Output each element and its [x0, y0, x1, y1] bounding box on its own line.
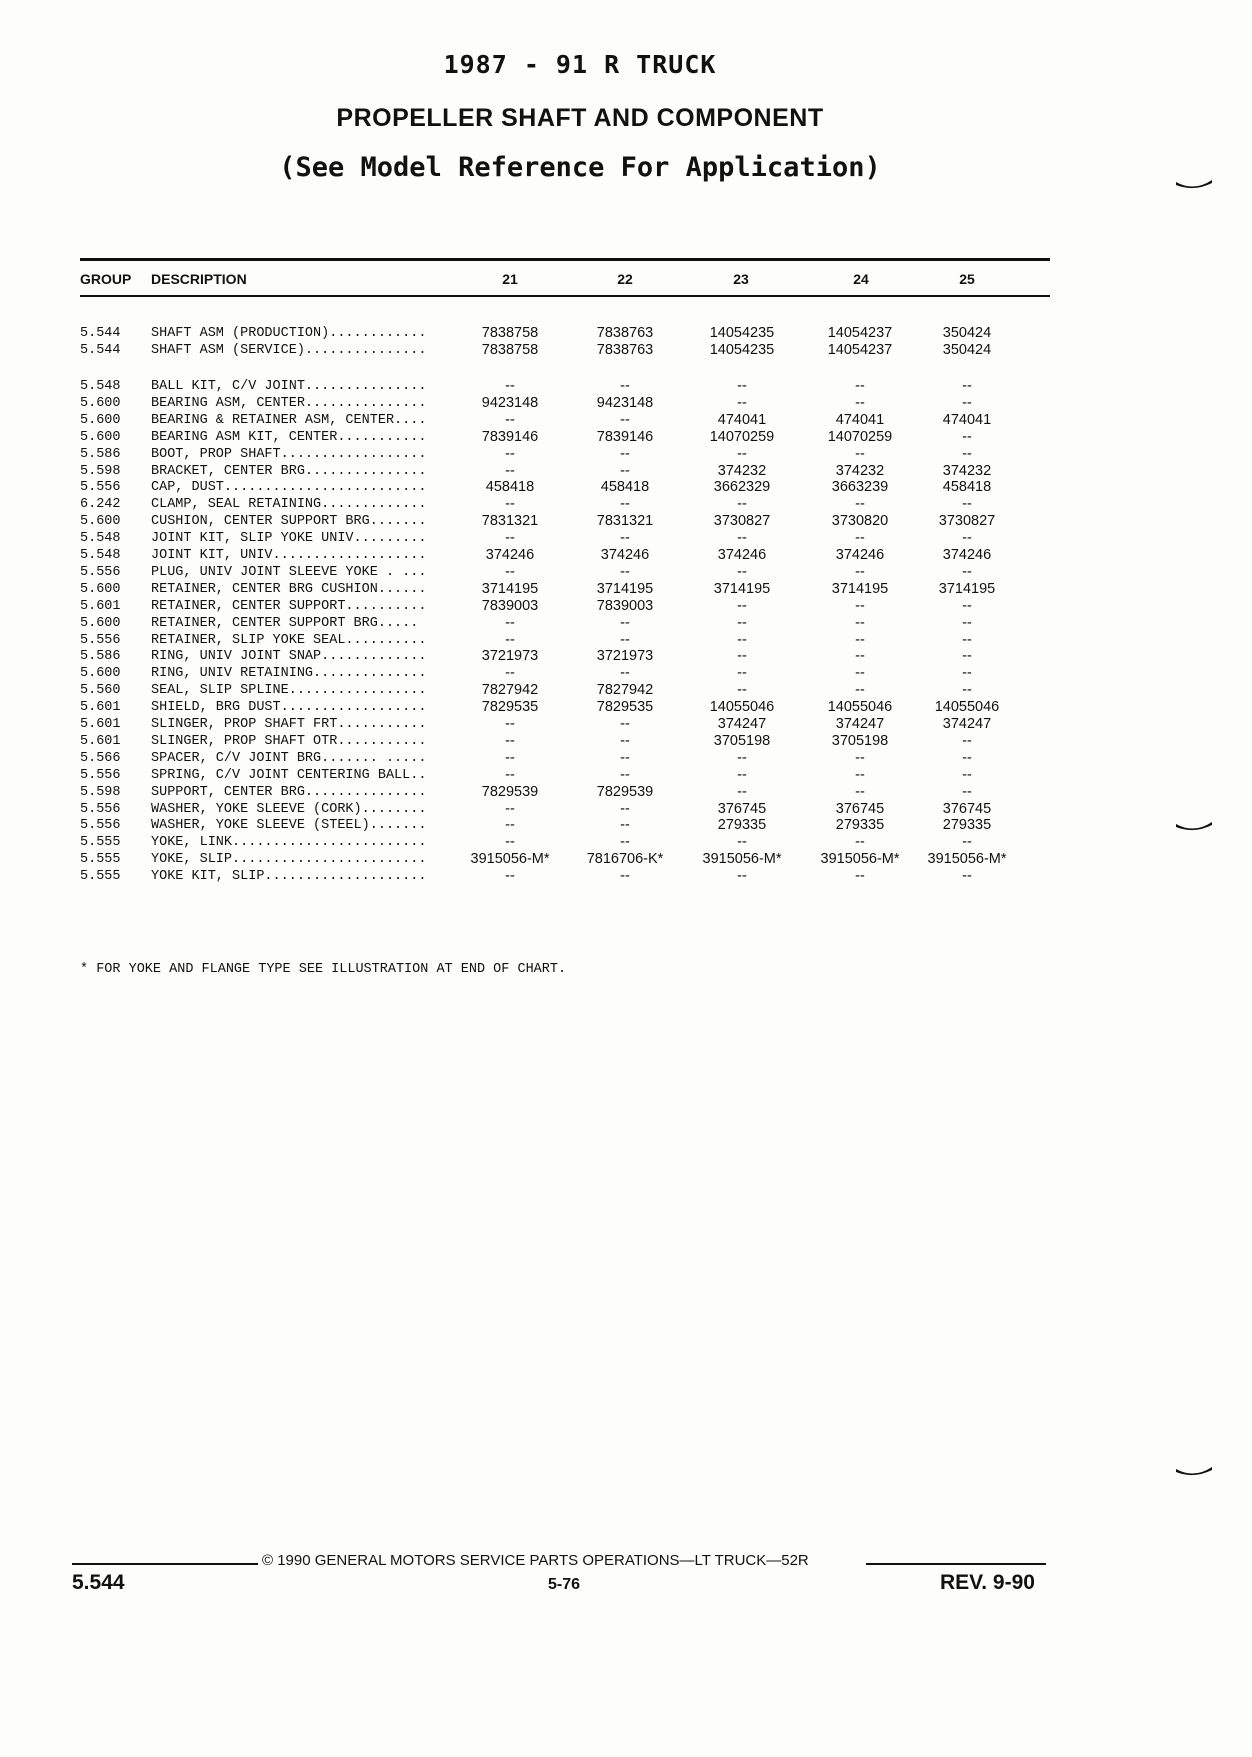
group-number: 5.544: [80, 343, 121, 358]
group-number: 5.600: [80, 666, 121, 682]
part-number-col-21: --: [505, 834, 515, 851]
group-number: 5.601: [80, 598, 121, 614]
part-number-col-25: --: [962, 682, 972, 699]
part-number-col-21: 374246: [485, 547, 535, 563]
group-number: 5.600: [80, 429, 121, 445]
part-number-col-21: 7839146: [481, 428, 539, 445]
part-number-col-23: 374247: [717, 716, 767, 732]
part-number-col-25: 350424: [942, 342, 992, 358]
group-number: 5.556: [80, 767, 121, 783]
part-number-col-21: --: [505, 445, 515, 462]
part-description: WASHER, YOKE SLEEVE (CORK)........: [151, 801, 427, 817]
part-number-col-23: --: [737, 563, 747, 580]
part-number-col-24: --: [855, 530, 865, 547]
part-description: RETAINER, CENTER SUPPORT BRG.....: [151, 615, 419, 631]
part-number-col-22: --: [620, 868, 630, 885]
part-number-col-23: --: [737, 496, 747, 513]
part-number-col-25: --: [962, 766, 972, 783]
part-number-col-24: 3714195: [831, 580, 889, 597]
part-description: YOKE, SLIP........................: [151, 852, 427, 868]
part-number-col-23: --: [737, 665, 747, 682]
page-number: 5-76: [548, 1576, 581, 1593]
table-row: [0, 598, 1252, 615]
part-description: SLINGER, PROP SHAFT FRT...........: [151, 717, 427, 732]
part-description: RETAINER, CENTER BRG CUSHION......: [151, 581, 427, 597]
part-number-col-21: --: [505, 631, 515, 648]
part-number-col-21: 9423148: [481, 394, 539, 411]
part-number-col-22: --: [620, 462, 630, 479]
part-description: SUPPORT, CENTER BRG...............: [151, 784, 427, 800]
part-number-col-22: --: [620, 411, 630, 428]
revision-date: REV. 9-90: [940, 1571, 1035, 1594]
group-number: 5.556: [80, 801, 121, 817]
group-number: 5.600: [80, 514, 121, 530]
table-row: [0, 665, 1252, 682]
part-number-col-23: 3915056-M*: [702, 851, 782, 868]
part-description: RETAINER, CENTER SUPPORT..........: [151, 598, 427, 614]
part-number-col-21: --: [505, 749, 515, 766]
part-number-col-22: 7838763: [596, 342, 654, 358]
group-number: 5.586: [80, 446, 121, 462]
part-description: YOKE KIT, SLIP....................: [151, 869, 427, 885]
part-number-col-25: 3714195: [938, 580, 996, 597]
part-description: BRACKET, CENTER BRG...............: [151, 463, 427, 479]
part-number-col-24: 374232: [835, 462, 885, 479]
group-number: 5.548: [80, 531, 121, 547]
header-description: DESCRIPTION: [151, 271, 247, 287]
part-number-col-23: 3730827: [713, 513, 771, 530]
group-number: 5.556: [80, 480, 121, 496]
part-number-col-25: --: [962, 732, 972, 749]
table-row: [0, 784, 1252, 801]
footer-group-number: 5.544: [72, 1571, 125, 1594]
part-number-col-25: --: [962, 631, 972, 648]
part-description: SLINGER, PROP SHAFT OTR...........: [151, 733, 427, 749]
part-description: SHIELD, BRG DUST..................: [151, 700, 427, 716]
table-row: [0, 733, 1252, 750]
copyright-notice: © 1990 GENERAL MOTORS SERVICE PARTS OPERATIONS—LT TRUCK—52R: [262, 1552, 809, 1569]
group-number: 5.556: [80, 632, 121, 648]
part-description: SHAFT ASM (SERVICE)...............: [151, 343, 427, 358]
header-col-21: 21: [502, 271, 518, 287]
header-col-23: 23: [733, 271, 749, 287]
part-number-col-25: --: [962, 868, 972, 885]
page-subtitle: PROPELLER SHAFT AND COMPONENT: [336, 104, 824, 132]
group-number: 5.601: [80, 700, 121, 716]
part-number-col-23: 3705198: [713, 732, 771, 749]
part-number-col-25: 458418: [942, 479, 992, 496]
part-description: WASHER, YOKE SLEEVE (STEEL).......: [151, 818, 427, 834]
part-number-col-22: --: [620, 530, 630, 547]
part-number-col-21: 7838758: [481, 325, 539, 341]
binder-tab-mark: [1176, 1467, 1212, 1477]
part-number-col-24: --: [855, 631, 865, 648]
group-number: 5.555: [80, 852, 121, 868]
table-row: [0, 496, 1252, 513]
part-number-col-22: --: [620, 800, 630, 817]
part-number-col-22: --: [620, 665, 630, 682]
part-number-col-22: 7831321: [596, 513, 654, 530]
part-number-col-24: --: [855, 378, 865, 394]
part-number-col-21: 7838758: [481, 342, 539, 358]
part-description: CLAMP, SEAL RETAINING.............: [151, 497, 427, 513]
part-number-col-24: 374247: [835, 716, 885, 732]
part-number-col-21: 3714195: [481, 580, 539, 597]
part-number-col-24: --: [855, 868, 865, 885]
part-number-col-22: 7829535: [596, 699, 654, 716]
part-number-col-23: 14054235: [709, 342, 775, 358]
group-number: 5.544: [80, 326, 121, 341]
part-number-col-23: 3714195: [713, 580, 771, 597]
group-number: 5.600: [80, 395, 121, 411]
header-group: GROUP: [80, 271, 132, 287]
table-row: [0, 530, 1252, 547]
part-number-col-25: 374232: [942, 462, 992, 479]
part-description: BEARING & RETAINER ASM, CENTER....: [151, 412, 427, 428]
group-number: 5.600: [80, 412, 121, 428]
part-number-col-25: --: [962, 445, 972, 462]
part-description: BEARING ASM KIT, CENTER...........: [151, 429, 427, 445]
part-number-col-22: --: [620, 445, 630, 462]
part-number-col-23: --: [737, 378, 747, 394]
binder-tab-mark: [1176, 180, 1212, 190]
part-description: JOINT KIT, SLIP YOKE UNIV.........: [151, 531, 427, 547]
part-number-col-22: 9423148: [596, 394, 654, 411]
table-row: [0, 429, 1252, 446]
part-number-col-25: 374246: [942, 547, 992, 563]
table-row: [0, 412, 1252, 429]
part-description: CUSHION, CENTER SUPPORT BRG.......: [151, 514, 427, 530]
part-number-col-21: 3915056-M*: [470, 851, 550, 868]
part-number-col-22: --: [620, 631, 630, 648]
part-number-col-24: --: [855, 682, 865, 699]
table-row: [0, 446, 1252, 463]
group-number: 5.586: [80, 649, 121, 665]
part-number-col-24: --: [855, 614, 865, 631]
part-number-col-25: 3915056-M*: [927, 851, 1007, 868]
part-number-col-22: --: [620, 732, 630, 749]
part-number-col-21: --: [505, 665, 515, 682]
part-number-col-21: 458418: [485, 479, 535, 496]
group-number: 5.560: [80, 683, 121, 699]
part-number-col-23: 374232: [717, 462, 767, 479]
part-number-col-23: --: [737, 749, 747, 766]
part-description: PLUG, UNIV JOINT SLEEVE YOKE . ...: [151, 564, 427, 580]
part-number-col-25: 14055046: [934, 699, 1000, 716]
part-description: SPACER, C/V JOINT BRG....... .....: [151, 750, 427, 766]
table-row: [0, 801, 1252, 818]
part-number-col-23: --: [737, 394, 747, 411]
part-number-col-23: --: [737, 682, 747, 699]
part-number-col-24: --: [855, 766, 865, 783]
group-number: 5.555: [80, 869, 121, 885]
part-number-col-24: --: [855, 834, 865, 851]
part-number-col-25: --: [962, 783, 972, 800]
part-number-col-24: 279335: [835, 817, 885, 834]
table-row: [0, 395, 1252, 412]
part-number-col-22: --: [620, 496, 630, 513]
table-row: [0, 868, 1252, 885]
part-number-col-23: --: [737, 783, 747, 800]
table-row: [0, 750, 1252, 767]
part-number-col-22: --: [620, 614, 630, 631]
group-number: 5.556: [80, 818, 121, 834]
part-number-col-25: 474041: [942, 411, 992, 428]
part-number-col-23: --: [737, 530, 747, 547]
part-number-col-23: 3662329: [713, 479, 771, 496]
part-number-col-25: --: [962, 648, 972, 665]
part-number-col-23: 374246: [717, 547, 767, 563]
footer-rule-left: [72, 1563, 258, 1565]
header-col-24: 24: [853, 271, 869, 287]
table-row: [0, 648, 1252, 665]
part-description: BALL KIT, C/V JOINT...............: [151, 379, 427, 394]
table-row: [0, 834, 1252, 851]
part-description: RETAINER, SLIP YOKE SEAL..........: [151, 632, 427, 648]
footer-rule-right: [866, 1563, 1046, 1565]
part-number-col-24: 14055046: [827, 699, 893, 716]
part-number-col-22: --: [620, 766, 630, 783]
part-number-col-25: --: [962, 378, 972, 394]
part-number-col-25: --: [962, 496, 972, 513]
part-number-col-24: --: [855, 749, 865, 766]
part-number-col-25: 374247: [942, 716, 992, 732]
header-col-25: 25: [959, 271, 975, 287]
table-row: [0, 682, 1252, 699]
part-number-col-22: 7816706-K*: [586, 851, 664, 868]
table-header-rule: [80, 295, 1050, 297]
part-number-col-24: 374246: [835, 547, 885, 563]
part-number-col-23: --: [737, 597, 747, 614]
part-number-col-25: 376745: [942, 800, 992, 817]
group-number: 5.601: [80, 717, 121, 732]
part-number-col-24: --: [855, 563, 865, 580]
part-number-col-21: --: [505, 868, 515, 885]
part-number-col-25: --: [962, 665, 972, 682]
part-number-col-22: 7838763: [596, 325, 654, 341]
part-number-col-24: --: [855, 496, 865, 513]
part-description: RING, UNIV JOINT SNAP.............: [151, 649, 427, 665]
part-number-col-22: 458418: [600, 479, 650, 496]
table-row: [0, 564, 1252, 581]
header-col-22: 22: [617, 271, 633, 287]
part-number-col-21: --: [505, 817, 515, 834]
part-number-col-22: --: [620, 834, 630, 851]
part-number-col-21: --: [505, 732, 515, 749]
part-number-col-24: 474041: [835, 411, 885, 428]
part-number-col-25: --: [962, 563, 972, 580]
part-number-col-21: --: [505, 378, 515, 394]
table-row: [0, 632, 1252, 649]
table-row: [0, 325, 1252, 342]
part-number-col-23: --: [737, 766, 747, 783]
table-row: [0, 513, 1252, 530]
part-number-col-22: 7839146: [596, 428, 654, 445]
part-number-col-21: 3721973: [481, 648, 539, 665]
application-note: (See Model Reference For Application): [279, 152, 881, 183]
table-row: [0, 817, 1252, 834]
part-number-col-24: 14070259: [827, 428, 893, 445]
table-row: [0, 716, 1252, 733]
part-number-col-24: 14054237: [827, 325, 893, 341]
part-number-col-21: 7829539: [481, 783, 539, 800]
part-number-col-22: --: [620, 378, 630, 394]
part-number-col-23: 14055046: [709, 699, 775, 716]
part-number-col-22: --: [620, 749, 630, 766]
part-number-col-23: 376745: [717, 800, 767, 817]
part-number-col-25: --: [962, 834, 972, 851]
part-number-col-21: --: [505, 496, 515, 513]
part-number-col-24: --: [855, 783, 865, 800]
group-number: 5.600: [80, 581, 121, 597]
part-number-col-22: 3721973: [596, 648, 654, 665]
part-number-col-24: 14054237: [827, 342, 893, 358]
part-number-col-23: 14070259: [709, 428, 775, 445]
part-description: JOINT KIT, UNIV...................: [151, 548, 427, 563]
part-number-col-22: --: [620, 563, 630, 580]
part-number-col-24: 376745: [835, 800, 885, 817]
part-number-col-24: 3915056-M*: [820, 851, 900, 868]
part-number-col-23: --: [737, 631, 747, 648]
part-number-col-21: 7829535: [481, 699, 539, 716]
part-number-col-21: --: [505, 716, 515, 732]
part-description: BOOT, PROP SHAFT..................: [151, 446, 427, 462]
group-number: 5.566: [80, 750, 121, 766]
table-row: [0, 342, 1252, 359]
table-row: [0, 699, 1252, 716]
binder-tab-mark: [1176, 822, 1212, 832]
part-number-col-24: 3705198: [831, 732, 889, 749]
part-number-col-23: --: [737, 868, 747, 885]
part-number-col-24: --: [855, 648, 865, 665]
part-number-col-21: --: [505, 766, 515, 783]
part-description: CAP, DUST.........................: [151, 480, 427, 496]
part-description: YOKE, LINK........................: [151, 835, 427, 851]
group-number: 5.598: [80, 463, 121, 479]
group-number: 5.548: [80, 379, 121, 394]
group-number: 5.555: [80, 835, 121, 851]
part-number-col-21: 7831321: [481, 513, 539, 530]
page-title: 1987 - 91 R TRUCK: [443, 50, 717, 79]
footnote: * FOR YOKE AND FLANGE TYPE SEE ILLUSTRATION AT END OF CHART.: [80, 962, 567, 977]
part-description: RING, UNIV RETAINING..............: [151, 666, 427, 682]
part-number-col-24: 3730820: [831, 513, 889, 530]
table-top-rule: [80, 258, 1050, 261]
table-row: [0, 851, 1252, 868]
part-description: SHAFT ASM (PRODUCTION)............: [151, 326, 427, 341]
part-number-col-22: 374246: [600, 547, 650, 563]
table-row: [0, 581, 1252, 598]
part-number-col-21: --: [505, 563, 515, 580]
part-number-col-23: --: [737, 648, 747, 665]
part-number-col-24: --: [855, 665, 865, 682]
part-description: SPRING, C/V JOINT CENTERING BALL..: [151, 767, 427, 783]
table-row: [0, 463, 1252, 480]
part-number-col-25: --: [962, 428, 972, 445]
group-number: 5.601: [80, 733, 121, 749]
part-number-col-21: 7827942: [481, 682, 539, 699]
part-number-col-22: --: [620, 716, 630, 732]
part-number-col-22: 3714195: [596, 580, 654, 597]
group-number: 5.600: [80, 615, 121, 631]
table-row: [0, 547, 1252, 564]
part-number-col-22: --: [620, 817, 630, 834]
part-number-col-21: --: [505, 614, 515, 631]
part-number-col-21: 7839003: [481, 597, 539, 614]
table-row: [0, 378, 1252, 395]
part-number-col-25: --: [962, 614, 972, 631]
group-number: 5.598: [80, 784, 121, 800]
part-number-col-21: --: [505, 411, 515, 428]
group-number: 5.556: [80, 564, 121, 580]
part-number-col-22: 7839003: [596, 597, 654, 614]
part-number-col-22: 7829539: [596, 783, 654, 800]
part-number-col-22: 7827942: [596, 682, 654, 699]
part-number-col-25: 350424: [942, 325, 992, 341]
part-number-col-25: --: [962, 749, 972, 766]
part-description: BEARING ASM, CENTER...............: [151, 395, 427, 411]
group-number: 5.548: [80, 548, 121, 563]
part-number-col-23: 474041: [717, 411, 767, 428]
table-row: [0, 479, 1252, 496]
part-number-col-25: --: [962, 394, 972, 411]
part-number-col-25: 279335: [942, 817, 992, 834]
part-number-col-23: --: [737, 614, 747, 631]
part-number-col-23: 279335: [717, 817, 767, 834]
part-number-col-25: --: [962, 597, 972, 614]
group-number: 6.242: [80, 497, 121, 513]
table-row: [0, 767, 1252, 784]
part-number-col-21: --: [505, 462, 515, 479]
part-number-col-21: --: [505, 530, 515, 547]
part-description: SEAL, SLIP SPLINE.................: [151, 683, 427, 699]
part-number-col-24: --: [855, 597, 865, 614]
part-number-col-25: 3730827: [938, 513, 996, 530]
part-number-col-24: 3663239: [831, 479, 889, 496]
part-number-col-23: --: [737, 445, 747, 462]
part-number-col-24: --: [855, 394, 865, 411]
part-number-col-25: --: [962, 530, 972, 547]
part-number-col-21: --: [505, 800, 515, 817]
table-row: [0, 615, 1252, 632]
part-number-col-23: 14054235: [709, 325, 775, 341]
part-number-col-24: --: [855, 445, 865, 462]
part-number-col-23: --: [737, 834, 747, 851]
